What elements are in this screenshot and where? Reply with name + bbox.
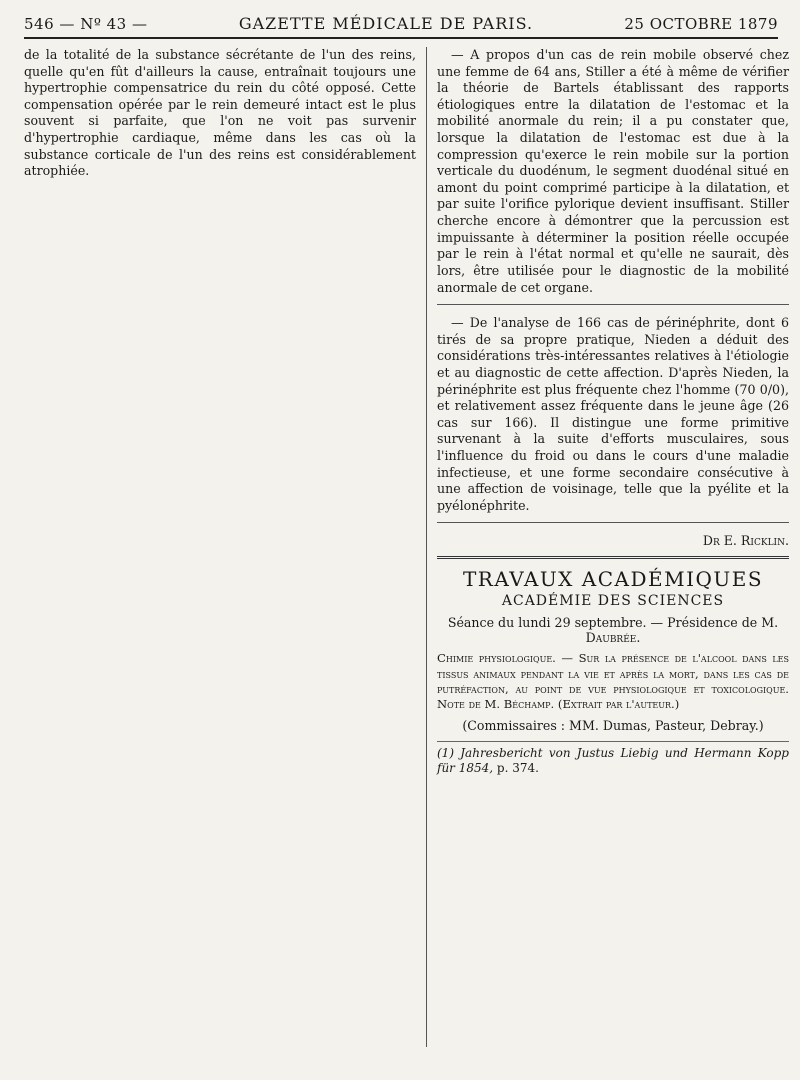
president-name: Daubrée.: [585, 630, 641, 646]
left-column: [24, 47, 427, 1047]
double-divider: [437, 556, 789, 559]
footnote: (1) Jahresbericht von Justus Liebig und Hermann Kopp für 1854, p. 374.: [437, 741, 789, 777]
footnote-reference: (1) Jahresbericht von Justus Liebig und Hermann Kopp für 1854,: [437, 745, 789, 776]
divider: [437, 522, 789, 523]
paragraph: de la totalité de la substance sécrétante de l'un des reins, quelle qu'en fût d'ailleurs la cause, entraînait toujours une hypertrophie compensatrice du rein du côté opposé. Cette compensation opérée par le rein demeuré intact est le plus souvent si parfaite, que l'on ne voit pas survenir d'hypertrophie cardiaque, même dans les cas où la substance corticale de l'un des reins est considérablement atrophiée.: [24, 47, 416, 179]
issue-number: — Nº 43 —: [59, 15, 148, 33]
article-columns: [24, 47, 789, 1047]
seance-line: Séance du lundi 29 septembre. — Présidence de M. Daubrée.: [447, 615, 779, 646]
paragraph: — A propos d'un cas de rein mobile observé chez une femme de 64 ans, Stiller a été à même de vérifier la théorie de Bartels établissant des rapports étiologiques entre la dilatation de l'estomac et la mobilité anormale du rein; il a pu constater que, lorsque la dilatation de l'estomac est due à la compression qu'exerce le rein mobile sur la portion verticale du duodénum, le segment duodénal situé en amont du point comprimé participe à la dilatation, et par suite l'orifice pylorique devient insuffisant. Stiller cherche encore à démontrer que la percussion est impuissante à déterminer la position réelle occupée par le rein à l'état normal et qu'elle ne saurait, dès lors, être utilisée pour le diagnostic de la mobilité anormale de cet organe.: [437, 47, 789, 295]
masthead: [24, 14, 778, 39]
page-number: 546 — Nº 43 —: [24, 15, 148, 33]
right-column: [437, 47, 789, 1047]
topic-heading: Chimie physiologique. — Sur la présence de l'alcool dans les tissus animaux pendant la vie et après la mort, dans les cas de putréfaction, au point de vue physiologique et toxicologique. Note de M. Béchamp. (Extrait par l'auteur.): [437, 651, 789, 711]
section-subtitle: ACADÉMIE DES SCIENCES: [501, 593, 725, 610]
commissaires-line: (Commissaires : MM. Dumas, Pasteur, Debray.): [462, 717, 764, 733]
section-title: TRAVAUX ACADÉMIQUES: [462, 567, 764, 592]
paragraph: — De l'analyse de 166 cas de périnéphrite, dont 6 tirés de sa propre pratique, Nieden a déduit des considérations très-intéressantes relatives à l'étiologie et au diagnostic de cette affection. D'après Nieden, la périnéphrite est plus fréquente chez l'homme (70 0/0), et relativement assez fréquente dans le jeune âge (26 cas sur 166). Il distingue une forme primitive survenant à la suite d'efforts musculaires, sous l'influence du froid ou dans le cours d'une maladie infectieuse, et une forme secondaire consécutive à une affection de voisinage, telle que la pyélite et la pyélonéphrite.: [437, 315, 789, 513]
issue-date: 25 OCTOBRE 1879: [624, 15, 778, 33]
journal-title: GAZETTE MÉDICALE DE PARIS.: [238, 14, 534, 33]
divider: [437, 304, 789, 305]
signature: Dr E. Ricklin.: [702, 533, 789, 549]
